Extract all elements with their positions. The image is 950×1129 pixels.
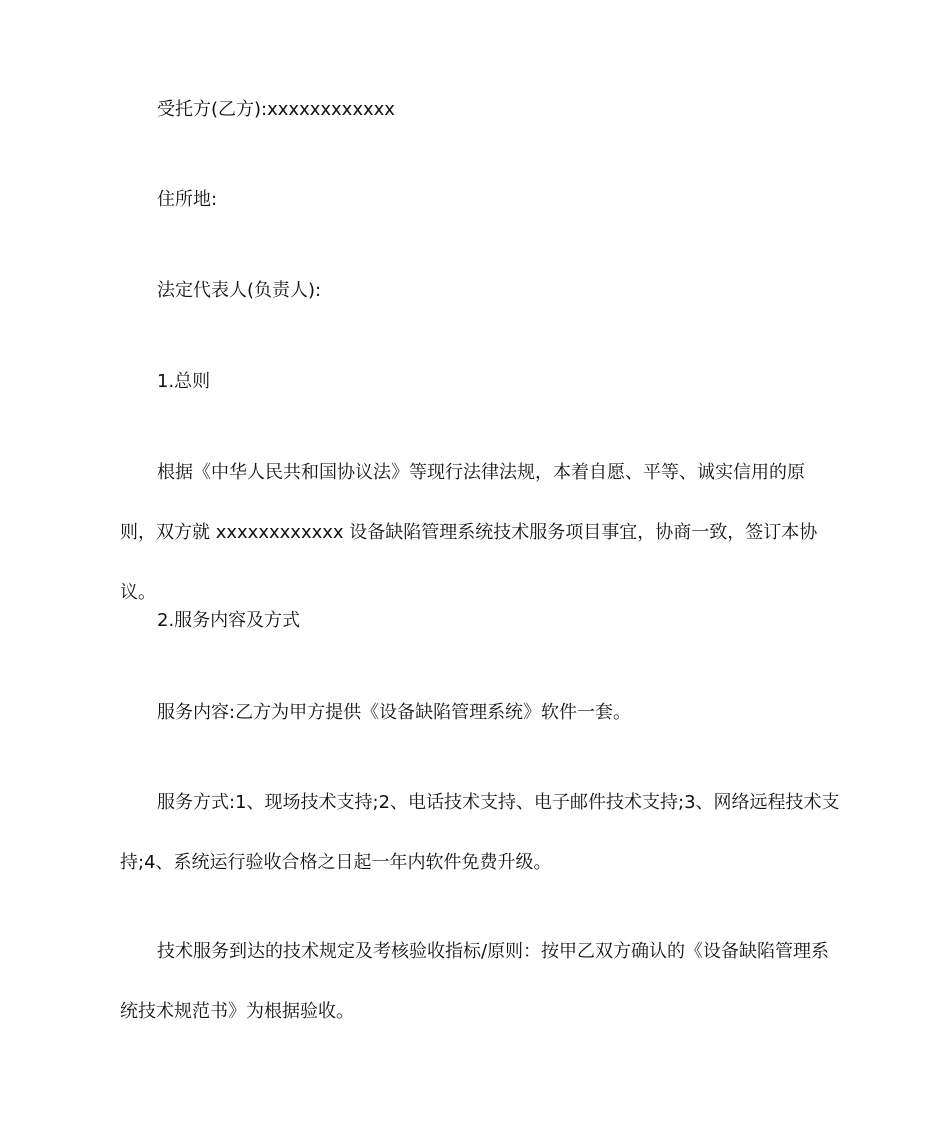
- acceptance-criteria-paragraph: 技术服务到达的技术规定及考核验收指标/原则：按甲乙双方确认的《设备缺陷管理系统技术规范书》为根据验收。: [120, 941, 830, 1022]
- address-line: 住所地:: [157, 189, 218, 210]
- party-b-line: 受托方(乙方):xxxxxxxxxxxx: [157, 99, 395, 120]
- general-paragraph: 根据《中华人民共和国协议法》等现行法律法规，本着自愿、平等、诚实信用的原则，双方就 xxxxxxxxxxxx 设备缺陷管理系统技术服务项目事宜，协商一致，签订本协议。: [120, 462, 818, 603]
- legal-representative-line: 法定代表人(负责人):: [157, 280, 322, 301]
- section-heading-general: 1.总则: [157, 371, 211, 392]
- section-heading-service: 2.服务内容及方式: [157, 610, 301, 631]
- service-content-paragraph: 服务内容:乙方为甲方提供《设备缺陷管理系统》软件一套。: [157, 702, 632, 723]
- service-method-paragraph: 服务方式:1、现场技术支持;2、电话技术支持、电子邮件技术支持;3、网络远程技术支持;4、系统运行验收合格之日起一年内软件免费升级。: [120, 792, 840, 873]
